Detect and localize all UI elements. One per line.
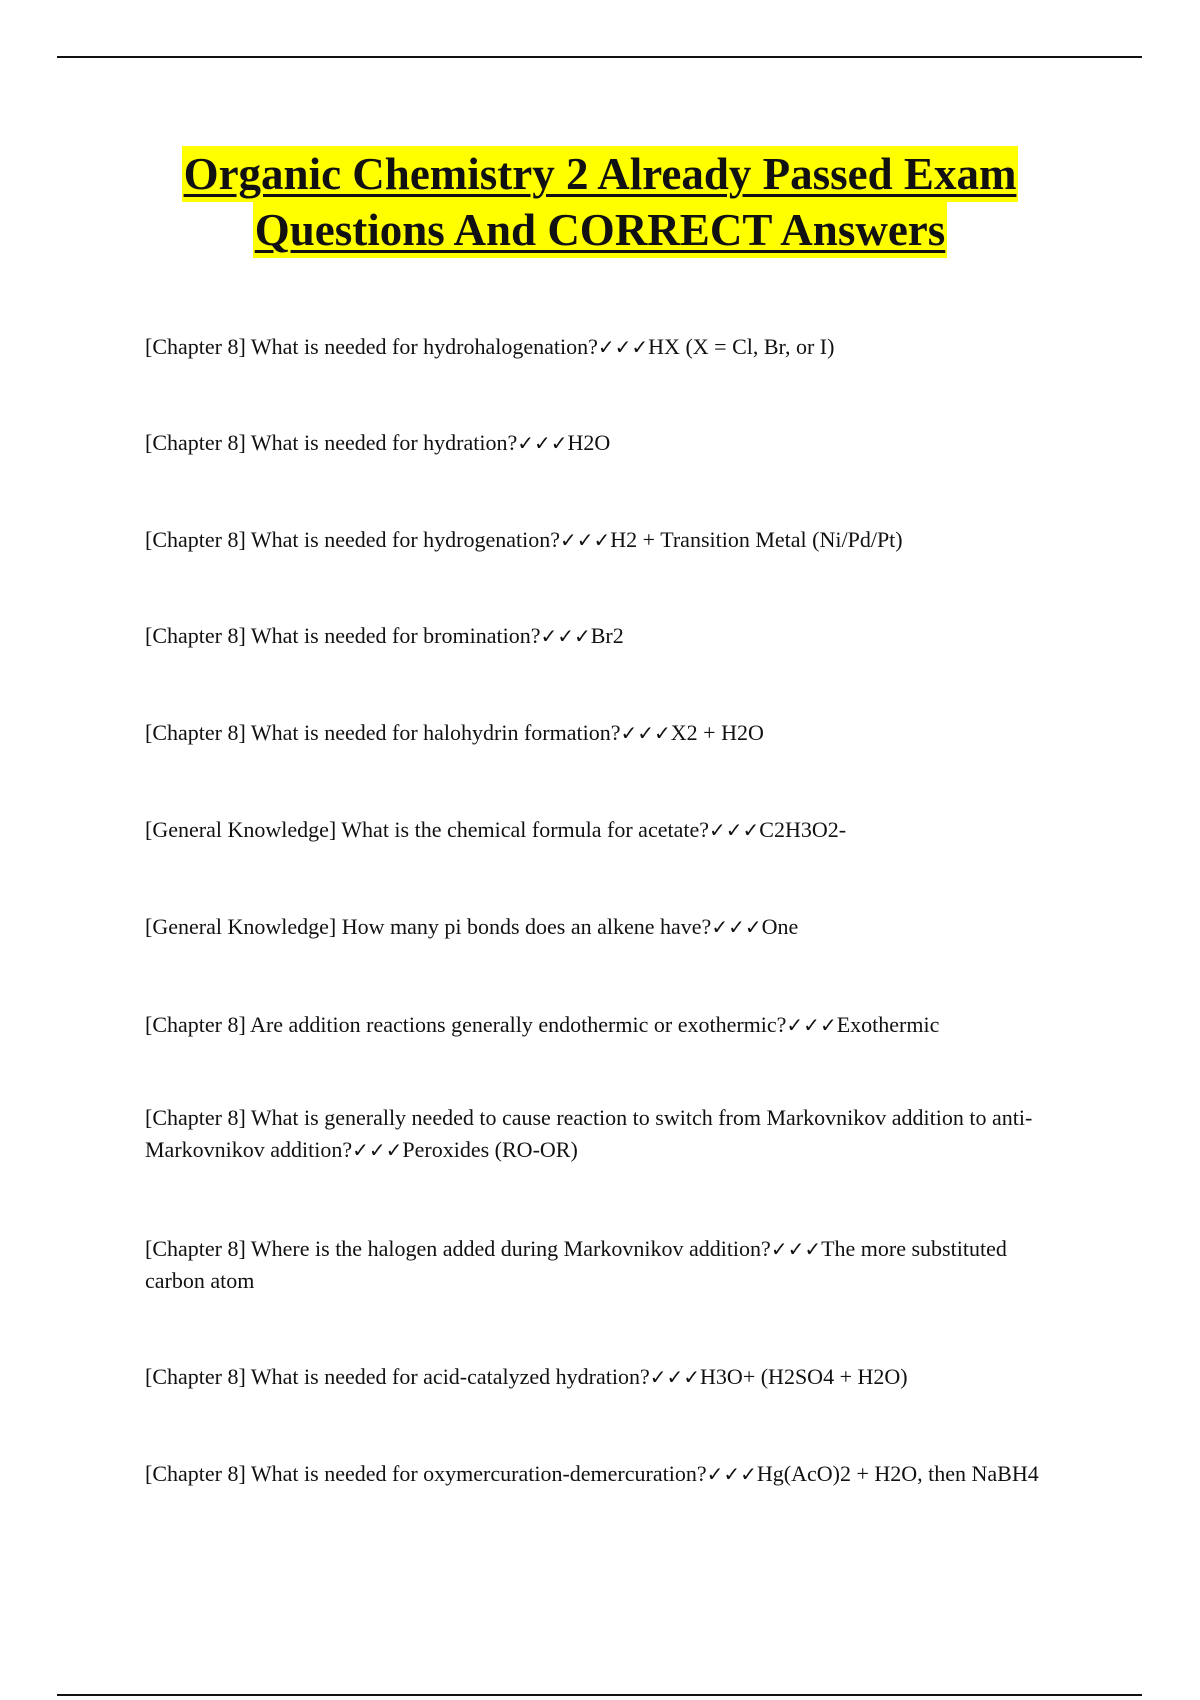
qa-item-11 — [145, 1361, 1065, 1393]
question-text: [Chapter 8] What is needed for hydrogenation? — [145, 527, 561, 552]
answer-text: One — [761, 914, 799, 939]
answer-text: The more substituted carbon atom — [145, 1236, 1007, 1293]
question-text: [Chapter 8] What is needed for hydrohalogenation? — [145, 334, 598, 359]
answer-text: X2 + H2O — [670, 720, 764, 745]
checkmark-icon: ✓✓✓ — [517, 431, 568, 455]
answer-text: Peroxides (RO-OR) — [402, 1137, 578, 1162]
checkmark-icon: ✓✓✓ — [770, 1237, 822, 1261]
answer-text: H3O+ (H2SO4 + H2O) — [700, 1364, 908, 1389]
top-rule — [57, 56, 1142, 58]
qa-item-6 — [145, 814, 1065, 846]
answer-text: H2O — [567, 430, 611, 455]
qa-item-1 — [145, 331, 1065, 363]
checkmark-icon: ✓✓✓ — [620, 721, 671, 745]
question-text: [General Knowledge] What is the chemical formula for acetate? — [145, 817, 709, 842]
checkmark-icon: ✓✓✓ — [560, 528, 611, 552]
question-text: [Chapter 8] What is needed for oxymercuration-demercuration? — [145, 1461, 707, 1486]
bottom-rule — [57, 1694, 1142, 1696]
qa-item-4 — [145, 620, 1065, 652]
question-text: [Chapter 8] Are addition reactions generally endothermic or exothermic? — [145, 1012, 787, 1037]
answer-text: H2 + Transition Metal (Ni/Pd/Pt) — [610, 527, 903, 552]
question-text: [Chapter 8] Where is the halogen added during Markovnikov addition? — [145, 1236, 771, 1261]
checkmark-icon: ✓✓✓ — [597, 335, 649, 359]
qa-item-5 — [145, 717, 1065, 749]
question-text: [Chapter 8] What is needed for hydration? — [145, 430, 518, 455]
checkmark-icon: ✓✓✓ — [709, 818, 760, 842]
qa-item-12 — [145, 1458, 1065, 1490]
qa-item-2 — [145, 427, 1065, 459]
qa-item-7 — [145, 911, 1065, 943]
checkmark-icon: ✓✓✓ — [352, 1138, 403, 1162]
title-line-2: Questions And CORRECT Answers — [253, 202, 948, 258]
answer-text: Exothermic — [836, 1012, 940, 1037]
qa-item-3 — [145, 524, 1065, 556]
checkmark-icon: ✓✓✓ — [786, 1013, 837, 1037]
question-text: [Chapter 8] What is generally needed to cause reaction to switch from Markovnikov addition to anti-Markovnikov addition? — [145, 1105, 1033, 1162]
question-text: [Chapter 8] What is needed for halohydrin formation? — [145, 720, 621, 745]
question-text: [Chapter 8] What is needed for acid-catalyzed hydration? — [145, 1364, 650, 1389]
checkmark-icon: ✓✓✓ — [649, 1365, 701, 1389]
answer-text: Hg(AcO)2 + H2O, then NaBH4 — [756, 1461, 1039, 1486]
checkmark-icon: ✓✓✓ — [540, 624, 591, 648]
question-text: [General Knowledge] How many pi bonds does an alkene have? — [145, 914, 712, 939]
answer-text: HX (X = Cl, Br, or I) — [648, 334, 835, 359]
answer-text: Br2 — [590, 623, 624, 648]
checkmark-icon: ✓✓✓ — [706, 1462, 757, 1486]
qa-item-8 — [145, 1009, 1065, 1041]
question-text: [Chapter 8] What is needed for bromination? — [145, 623, 541, 648]
checkmark-icon: ✓✓✓ — [711, 915, 762, 939]
qa-item-10 — [145, 1233, 1065, 1297]
qa-item-9 — [145, 1102, 1065, 1166]
document-title — [0, 146, 1200, 258]
title-line-1: Organic Chemistry 2 Already Passed Exam — [182, 146, 1019, 202]
answer-text: C2H3O2- — [759, 817, 847, 842]
